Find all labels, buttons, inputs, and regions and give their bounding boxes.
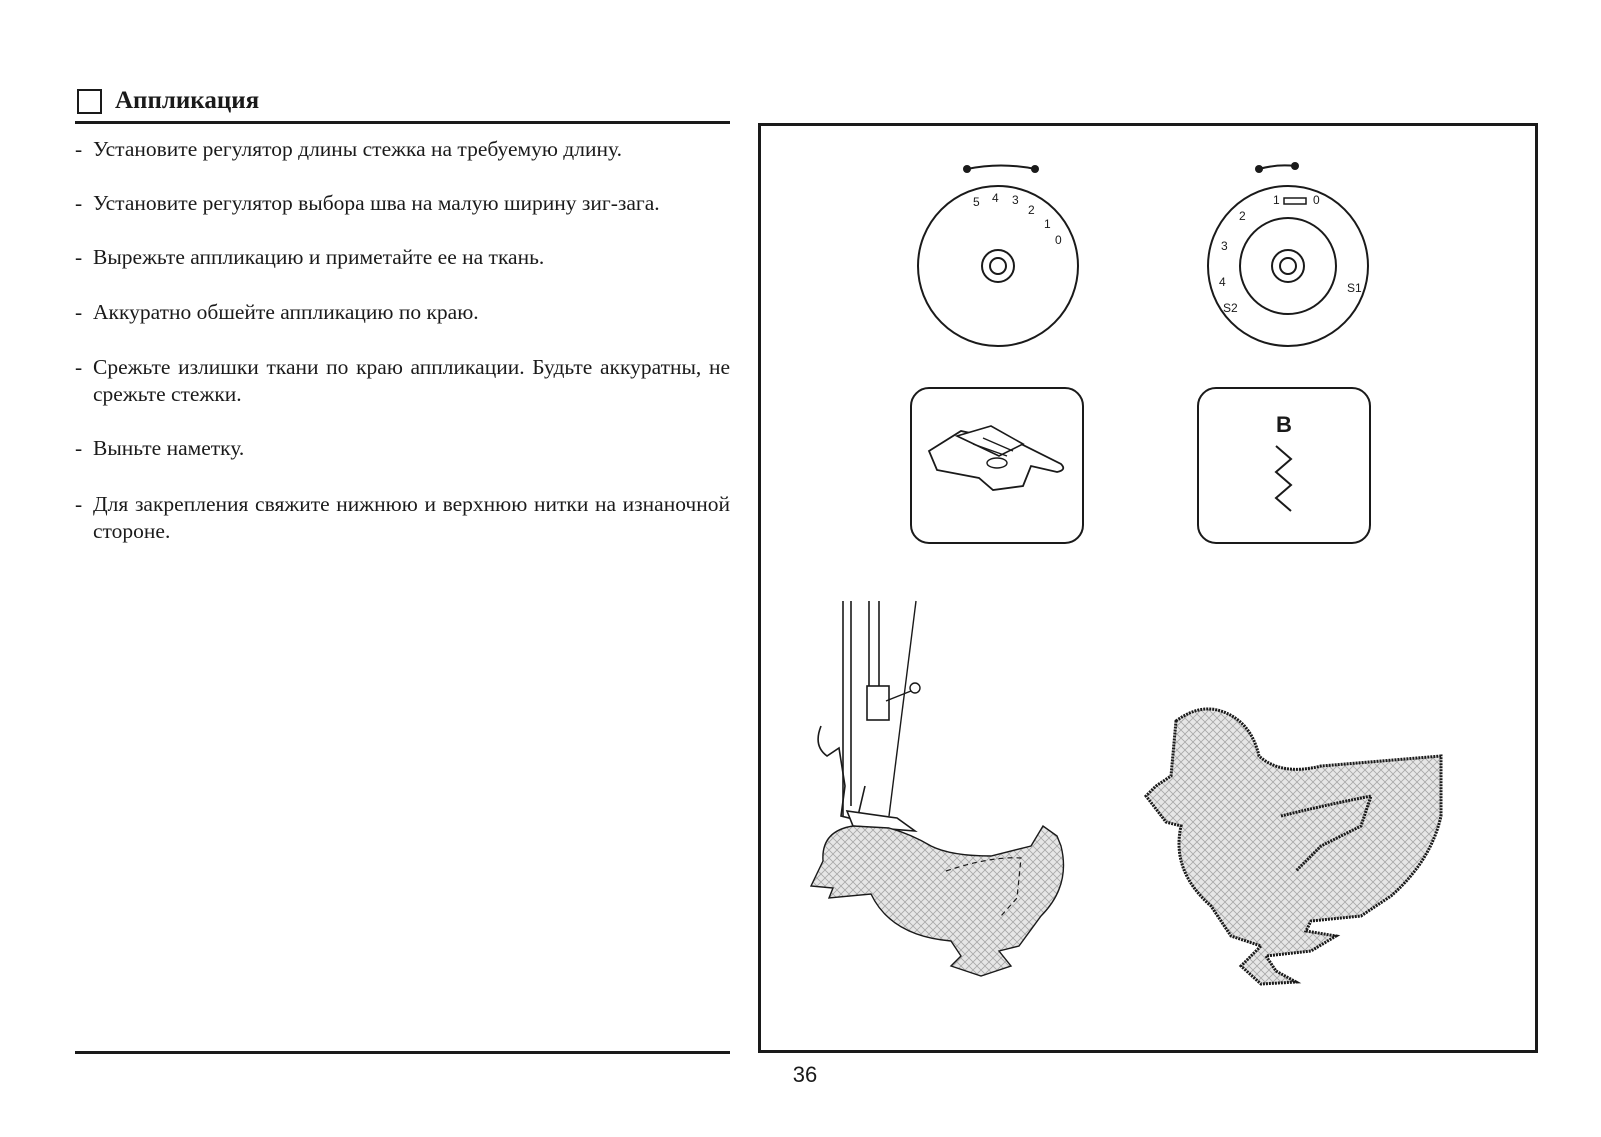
dial-label: 0 xyxy=(1313,193,1320,207)
instruction-item: - Выньте наметку. xyxy=(75,436,245,460)
instruction-item: - Аккуратно обшейте аппликацию по краю. xyxy=(75,300,479,324)
bottom-divider xyxy=(75,1051,730,1054)
dial-label: 4 xyxy=(1219,275,1226,289)
presser-foot-icon xyxy=(911,388,1083,543)
dial-label: S1 xyxy=(1347,281,1362,295)
dial-label: 0 xyxy=(1055,233,1062,247)
section-heading xyxy=(77,87,737,121)
dial-label: 5 xyxy=(973,195,980,209)
dial-label: S2 xyxy=(1223,301,1238,315)
finished-duck-applique-icon xyxy=(1146,709,1441,984)
stitch-length-dial-icon xyxy=(918,165,1078,346)
pattern-selector-dial-icon xyxy=(1208,162,1368,346)
dial-label: 4 xyxy=(992,191,999,205)
instruction-item: - Срежьте излишки ткани по краю аппликации. Будьте аккуратны, не срежьте стежки. xyxy=(75,355,730,406)
dial-label: 1 xyxy=(1273,193,1280,207)
section-title: Аппликация xyxy=(115,87,260,114)
dial-label: 1 xyxy=(1044,217,1051,231)
dial-label: 3 xyxy=(1012,193,1019,207)
dial-label: 2 xyxy=(1239,209,1246,223)
instruction-item: - Установите регулятор выбора шва на малую ширину зиг-зага. xyxy=(75,191,660,215)
instruction-item: - Установите регулятор длины стежка на требуемую длину. xyxy=(75,137,622,161)
dial-label: 3 xyxy=(1221,239,1228,253)
checkbox-icon xyxy=(77,89,102,114)
instruction-item: - Для закрепления свяжите нижнюю и верхнюю нитки на изнаночной стороне. xyxy=(75,492,730,543)
dial-label: 2 xyxy=(1028,203,1035,217)
illustration-panel xyxy=(758,123,1538,1053)
instruction-item: - Вырежьте аппликацию и приметайте ее на ткань. xyxy=(75,245,545,269)
top-divider xyxy=(75,121,730,124)
sewing-machine-needle-icon xyxy=(818,601,920,831)
page-number: 36 xyxy=(792,1062,818,1087)
duck-applique-icon xyxy=(811,826,1064,976)
zigzag-stitch-icon xyxy=(1198,388,1370,543)
pattern-letter: B xyxy=(1276,412,1292,437)
